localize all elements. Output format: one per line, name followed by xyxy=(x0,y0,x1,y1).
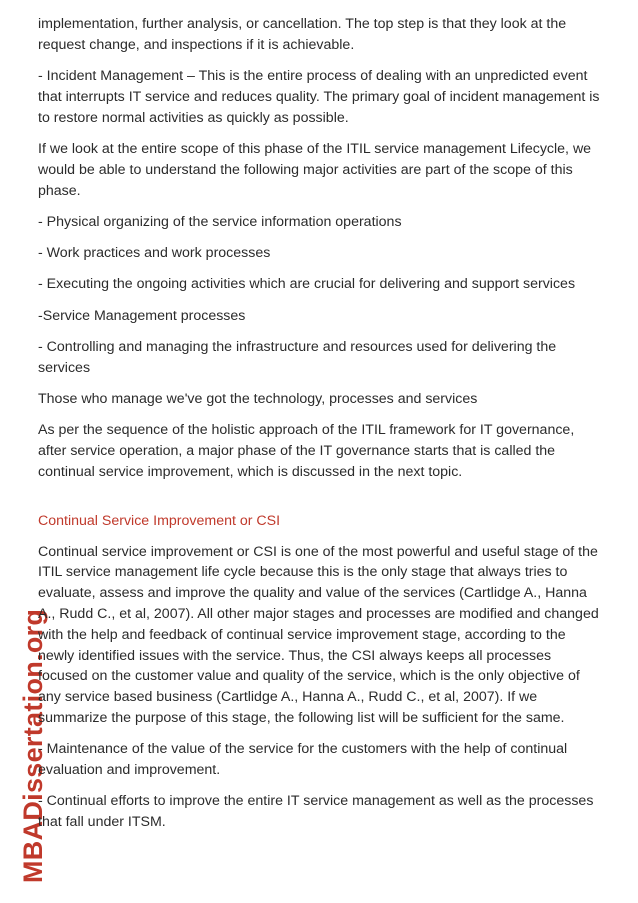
list-item: - Work practices and work processes xyxy=(38,245,271,262)
list-item: - Physical organizing of the service information operations xyxy=(38,213,402,230)
paragraph: Those who manage we've got the technology, processes and services xyxy=(38,391,478,408)
list-item: - Controlling and managing the infrastructure and resources used for delivering the services xyxy=(38,339,557,376)
list-item: - Executing the ongoing activities which are crucial for delivering and support services xyxy=(38,276,576,293)
list-item: - Continual efforts to improve the entire IT service management as well as the processes that fall under ITSM. xyxy=(38,793,594,831)
watermark-logo-text: MBADissertation.org xyxy=(18,608,48,883)
list-item: - Maintenance of the value of the service for the customers with the help of continual evaluation and improvement. xyxy=(38,741,568,779)
paragraph: As per the sequence of the holistic approach of the ITIL framework for IT governance, after service operation, a major phase of the IT governance starts that is called the continual service improvement, which is discussed in the next topic. xyxy=(38,422,575,481)
list-item: -Service Management processes xyxy=(38,307,246,324)
section-heading: Continual Service Improvement or CSI xyxy=(38,512,281,529)
paragraph-incident-management: - Incident Management – This is the entire process of dealing with an unpredicted event that interrupts IT service and reduces quality. The primary goal of incident management is to restore normal activities as quickly as possible. xyxy=(38,68,600,126)
paragraph: If we look at the entire scope of this phase of the ITIL service management Lifecycle, we would be able to understand the following major activities are part of the scope of this phase. xyxy=(38,140,592,199)
document-body xyxy=(38,14,602,844)
paragraph: Continual service improvement or CSI is one of the most powerful and useful stage of the ITIL service management life cycle because this is the only stage that always tries to evaluate, assess and improve the quality and value of the services (Cartlidge A., Hanna A., Rudd C., et al, 2007). All other major stages and processes are modified and changed with the help and feedback of continual service improvement stage, according to the newly identified issues with the service. Thus, the CSI always keeps all processes focused on the customer value and quality of the service, which is the only objective of any service based business (Cartlidge A., Hanna A., Rudd C., et al, 2007). If we summarize the purpose of this stage, the following list will be sufficient for the same. xyxy=(38,543,599,727)
paragraph: implementation, further analysis, or cancellation. The top step is that they look at the request change, and inspections if it is achievable. xyxy=(38,16,567,53)
